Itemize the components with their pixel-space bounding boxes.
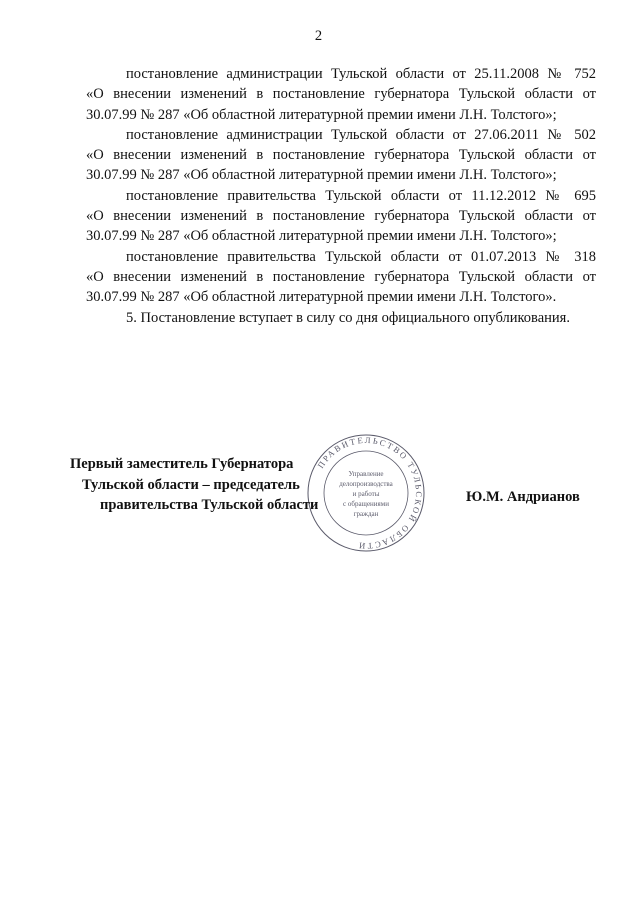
clause-1-body: «О внесении изменений в постановление губернатора Тульской области от 30.07.99 № 287 «Об областной литературной премии имени Л.Н. Толстого»; <box>86 86 596 123</box>
final-paragraph: 5. Постановление вступает в силу со дня официального опубликования. <box>126 309 570 326</box>
stamp-inner-line-3: и работы <box>352 490 380 498</box>
clause-3 <box>86 186 596 247</box>
official-stamp <box>305 432 427 554</box>
stamp-inner-line-5: граждан <box>353 510 379 518</box>
clause-2 <box>86 125 596 186</box>
clause-3-body: «О внесении изменений в постановление губернатора Тульской области от 30.07.99 № 287 «Об областной литературной премии имени Л.Н. Толстого»; <box>86 208 596 245</box>
stamp-inner-line-2: делопроизводства <box>339 480 393 488</box>
signer-title-line-3: правительства Тульской области <box>100 497 319 513</box>
stamp-inner-line-1: Управление <box>348 470 384 478</box>
clause-2-body: «О внесении изменений в постановление губернатора Тульской области от 30.07.99 № 287 «Об областной литературной премии имени Л.Н. Толстого»; <box>86 147 596 184</box>
clause-1 <box>86 64 596 125</box>
clause-3-header: постановление правительства Тульской области от 11.12.2012 № 695 <box>126 187 596 204</box>
document-body <box>86 64 596 328</box>
signer-title-line-1: Первый заместитель Губернатора <box>70 456 294 472</box>
signer-title-line-2: Тульской области – председатель <box>82 476 300 493</box>
signer-title <box>64 454 318 516</box>
clause-4-body: «О внесении изменений в постановление губернатора Тульской области от 30.07.99 № 287 «Об областной литературной премии имени Л.Н. Толстого». <box>86 268 596 306</box>
stamp-outer-text: ПРАВИТЕЛЬСТВО ТУЛЬСКОЙ ОБЛАСТИ <box>315 434 425 552</box>
clause-4-header: постановление правительства Тульской области от 01.07.2013 № 318 <box>126 248 596 265</box>
page-number: 2 <box>314 28 323 44</box>
clause-1-header: постановление администрации Тульской области от 25.11.2008 № 752 <box>126 66 596 82</box>
stamp-seal-graphic <box>305 432 427 554</box>
signer-name: Ю.М. Андрианов <box>466 489 580 505</box>
stamp-inner-line-4: с обращениями <box>343 500 389 508</box>
clause-2-header: постановление администрации Тульской области от 27.06.2011 № 502 <box>126 126 596 143</box>
clause-4 <box>86 247 596 308</box>
